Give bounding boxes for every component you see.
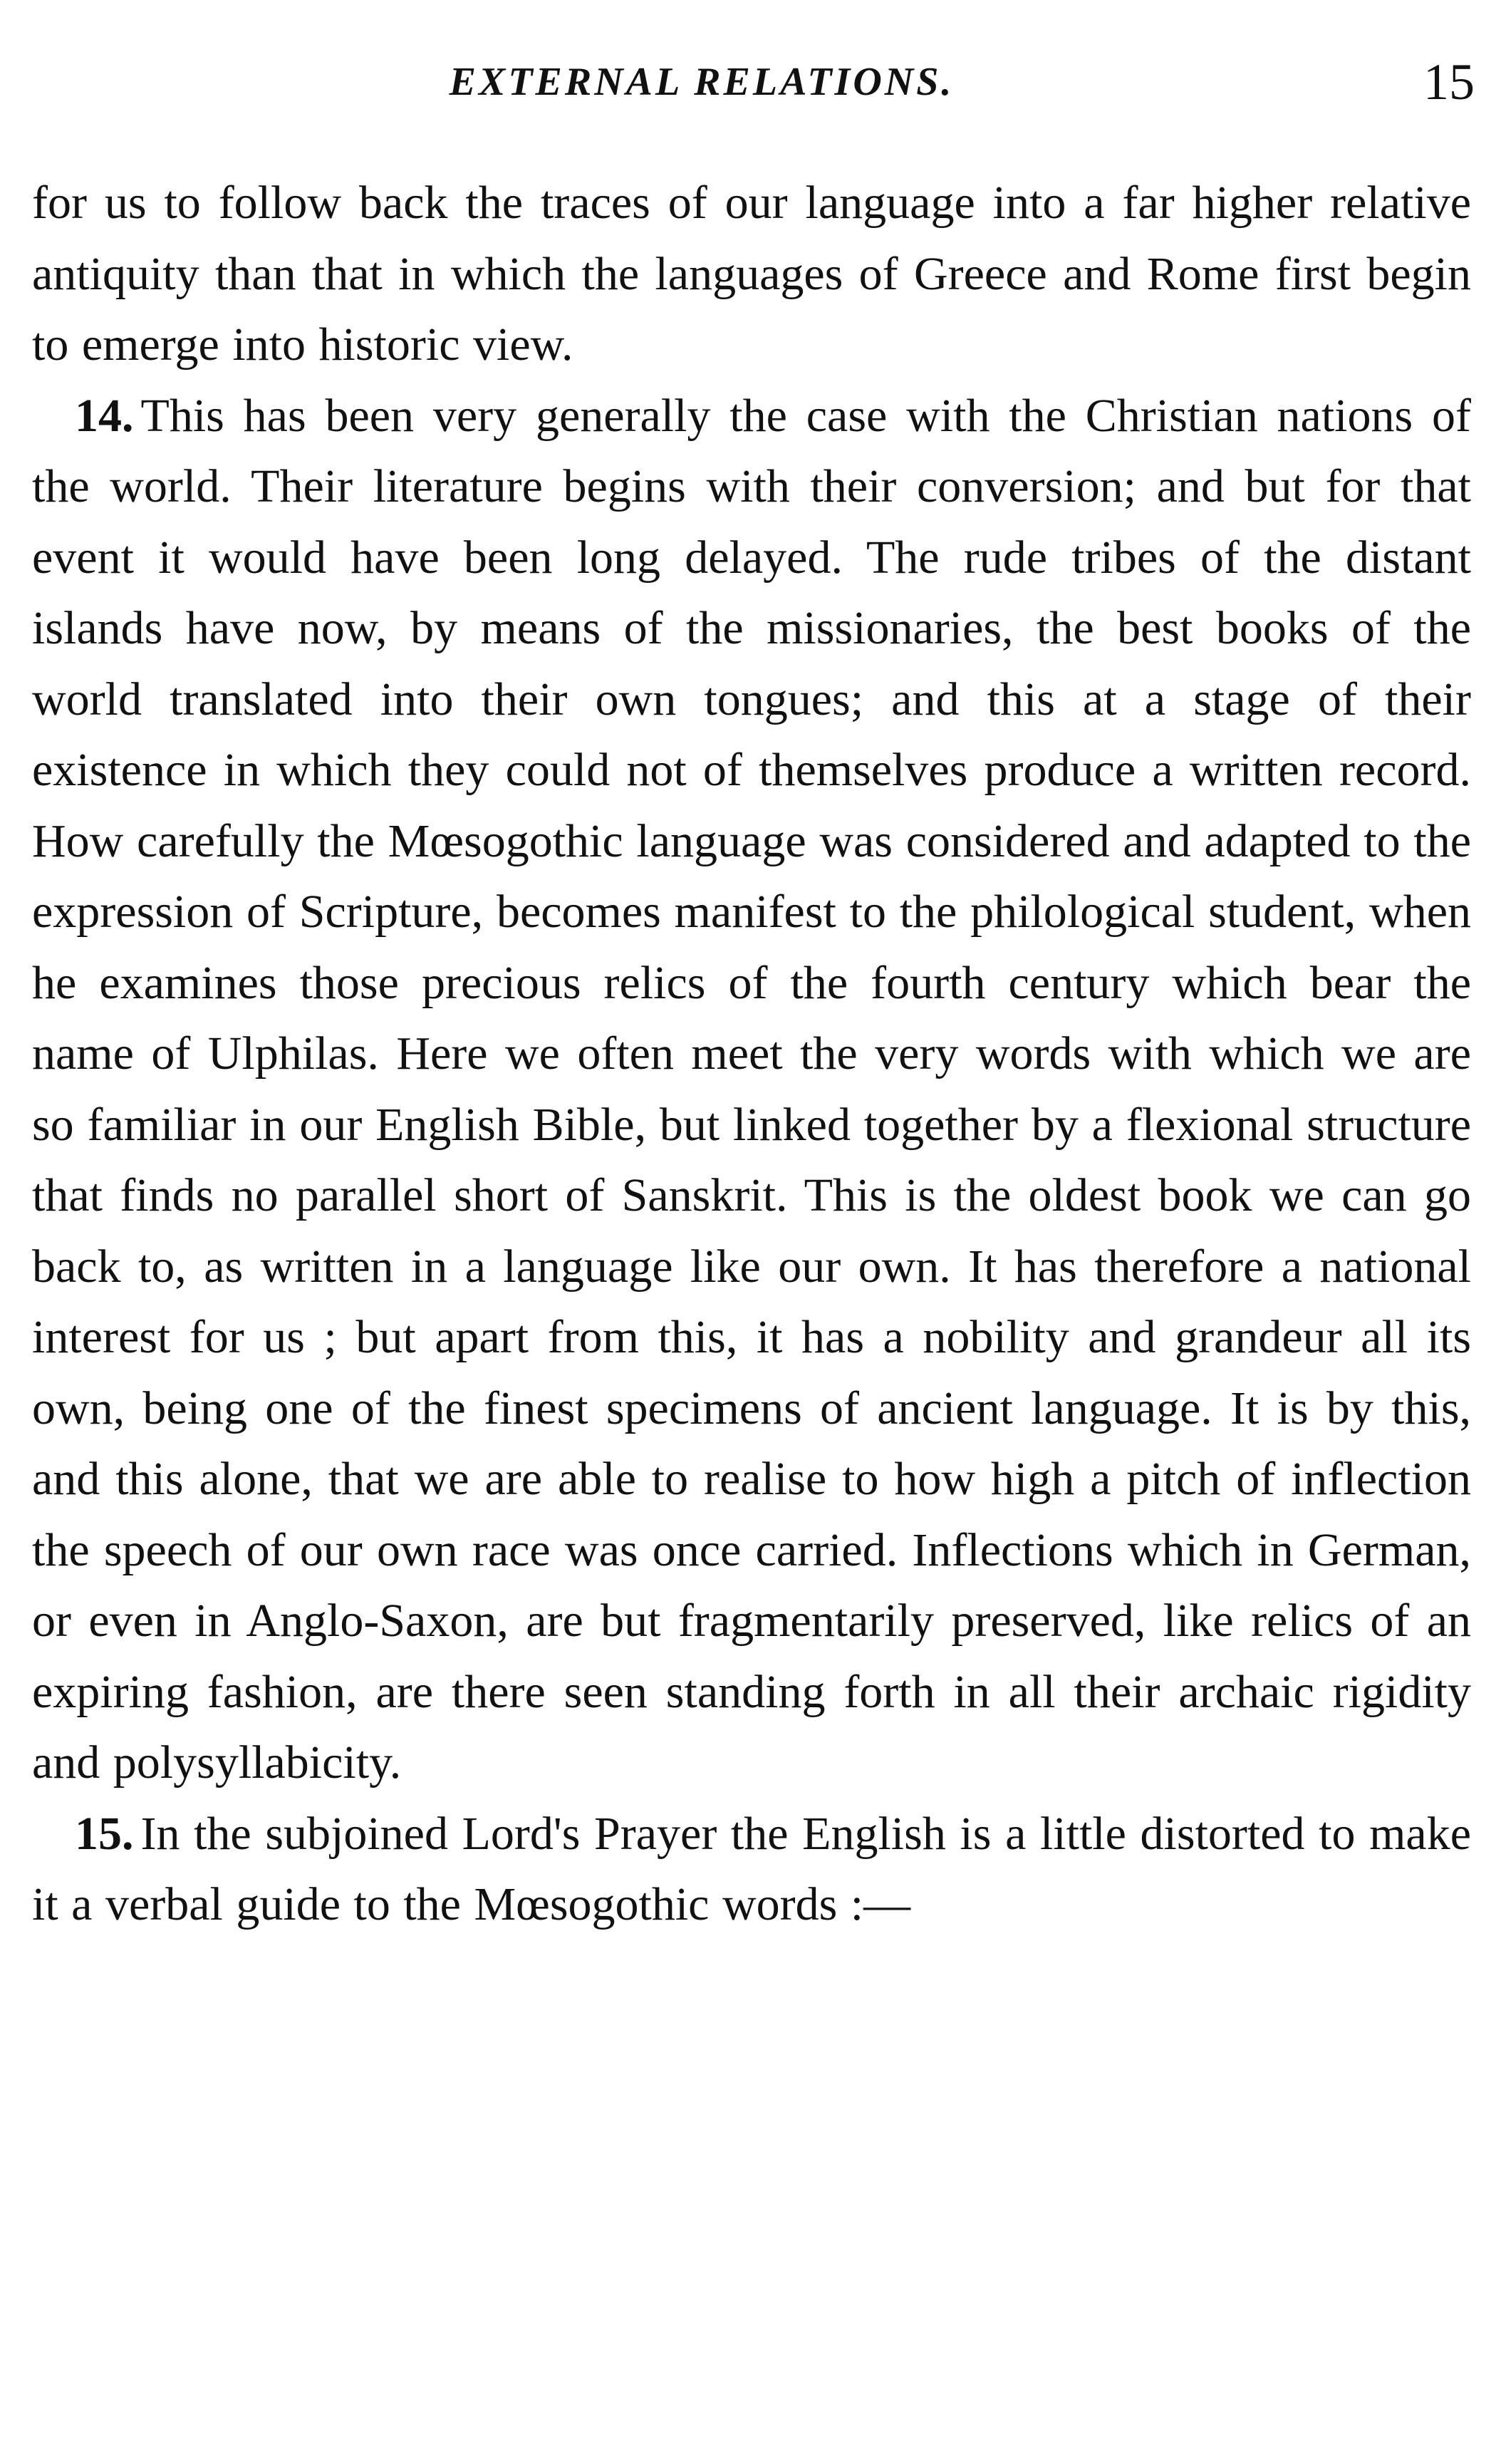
page-number: 15 [1423,53,1475,110]
paragraph-continuation [32,167,1471,381]
paragraph-15 [32,1798,1471,1940]
paragraph-number: 15. [75,1807,134,1860]
running-title: EXTERNAL RELATIONS. [449,60,955,104]
body-text [32,167,1471,1940]
paragraph-number: 14. [75,389,134,442]
paragraph-text: for us to follow back the traces of our language into a far higher relative antiquity than that in which the languages of Greece and Rome first begin to emerge into historic view. [32,177,1471,371]
paragraph-text: This has been very generally the case with the Christian nations of the world. Their literature begins with their conversion; and but for that event it would have been long delayed. The rude tribes of the distant islands have now, by means of the missionaries, the best books of the world translated into their own tongues; and this at a stage of their existence in which they could not of themselves produce a written record. How carefully the Mœsogothic language was considered and adapted to the expression of Scripture, becomes manifest to the philological student, when he examines those precious relics of the fourth century which bear the name of Ulphilas. Here we often meet the very words with which we are so familiar in our English Bible, but linked together by a flexional structure that finds no parallel short of Sanskrit. This is the oldest book we can go back to, as written in a language like our own. It has therefore a national interest for us ; but apart from this, it has a nobility and grandeur all its own, being one of the finest specimens of ancient language. It is by this, and this alone, that we are able to realise to how high a pitch of inflection the speech of our own race was once carried. Inflections which in German, or even in Anglo-Saxon, are but fragmentarily preserved, like relics of an expiring fashion, are there seen standing forth in all their archaic rigidity and polysyllabicity. [32,389,1471,1789]
running-head [0,50,1496,114]
paragraph-14 [32,381,1471,1798]
paragraph-text: In the subjoined Lord's Prayer the English is a little distorted to make it a verbal guide to the Mœsogothic words :— [32,1807,1471,1930]
